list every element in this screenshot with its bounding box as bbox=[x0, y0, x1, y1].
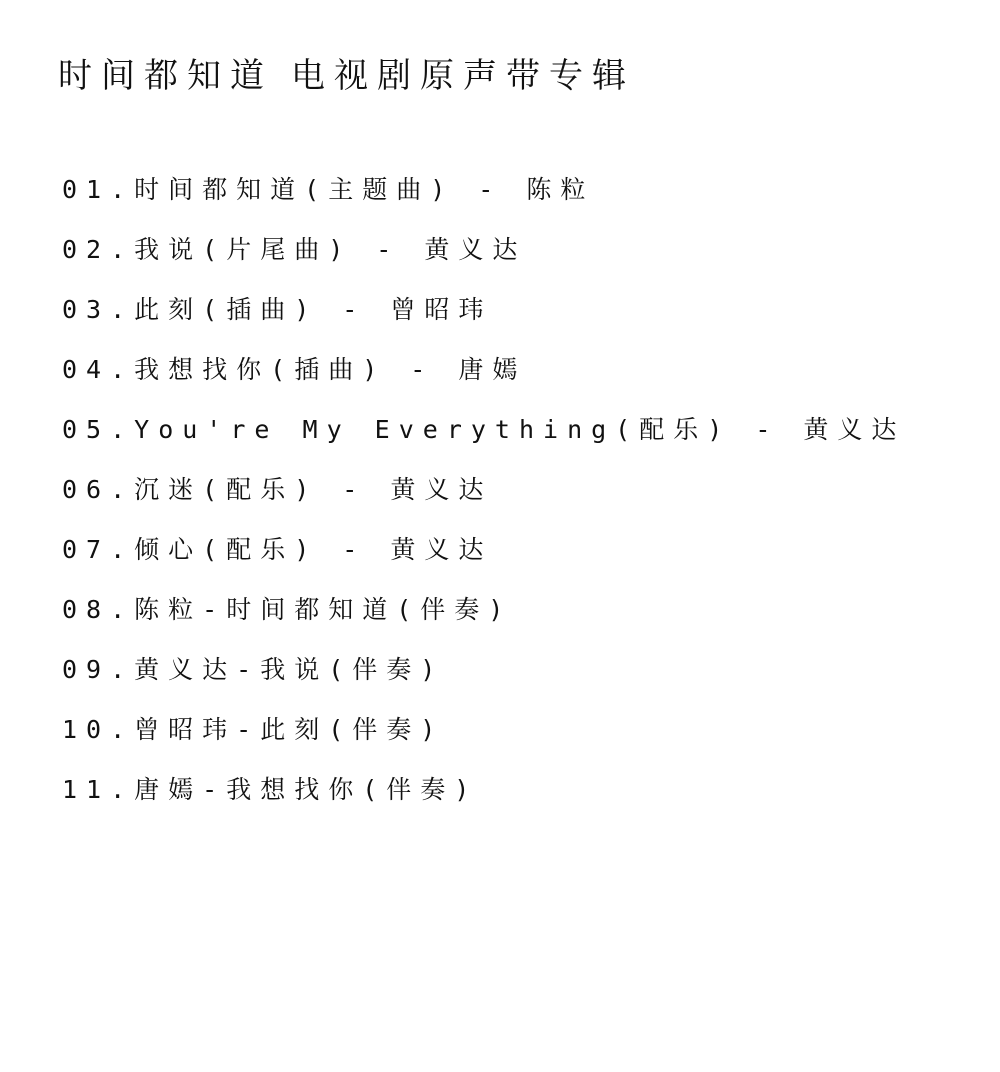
track-item: 09.黄义达-我说(伴奏) bbox=[62, 655, 445, 684]
document-title-line bbox=[58, 52, 635, 100]
track-item: 08.陈粒-时间都知道(伴奏) bbox=[62, 595, 513, 624]
track-item: 03.此刻(插曲) - 曾昭玮 bbox=[62, 295, 493, 324]
track-item: 01.时间都知道(主题曲) - 陈粒 bbox=[62, 175, 595, 204]
track-list bbox=[62, 166, 905, 826]
track-item: 05.You're My Everything(配乐) - 黄义达 bbox=[62, 415, 906, 444]
album-title: 时间都知道 bbox=[58, 56, 273, 96]
album-subtitle: 电视剧原声带专辑 bbox=[291, 56, 635, 96]
track-item: 06.沉迷(配乐) - 黄义达 bbox=[62, 475, 493, 504]
track-item: 10.曾昭玮-此刻(伴奏) bbox=[62, 715, 445, 744]
track-item: 11.唐嫣-我想找你(伴奏) bbox=[62, 775, 479, 804]
track-item: 02.我说(片尾曲) - 黄义达 bbox=[62, 235, 527, 264]
track-item: 04.我想找你(插曲) - 唐嫣 bbox=[62, 355, 527, 384]
track-item: 07.倾心(配乐) - 黄义达 bbox=[62, 535, 493, 564]
